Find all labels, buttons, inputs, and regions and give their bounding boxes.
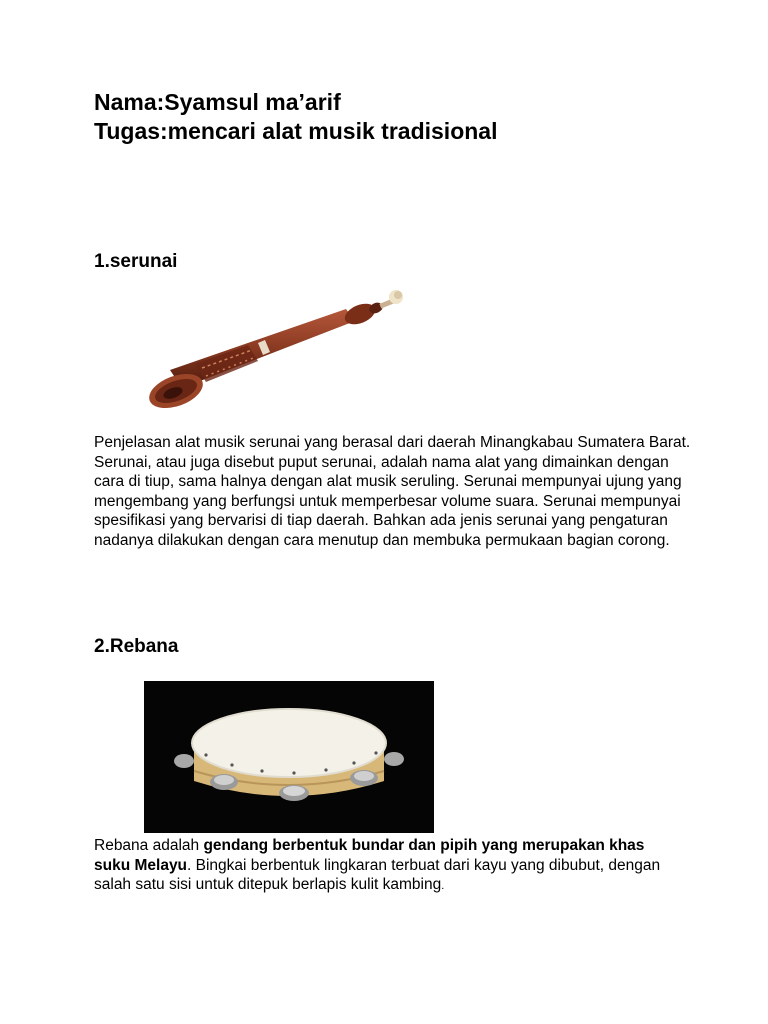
task-line: Tugas:mencari alat musik tradisional [94,118,498,144]
rebana-text-period: . [441,880,445,893]
section-heading-serunai: 1.serunai [94,251,178,272]
serunai-image [140,284,420,419]
rebana-text-intro: Rebana adalah [94,837,204,854]
section-heading-rebana: 2.Rebana [94,636,179,657]
rebana-paragraph [94,836,664,897]
serunai-paragraph: Penjelasan alat musik serunai yang berasal dari daerah Minangkabau Sumatera Barat. Serunai, atau juga disebut puput serunai, adalah nama alat yang dimainkan dengan cara di tiup, sama halnya dengan alat musik seruling. Serunai mempunyai ujung yang mengembang yang berfungsi untuk memperbesar volume suara. Serunai mempunyai spesifikasi yang bervarisi di tiap daerah. Bahkan ada jenis serunai yang pengaturan nadanya dilakukan dengan cara menutup dan membuka permukaan bagian corong. [94,434,691,549]
rebana-text-body: . Bingkai berbentuk lingkaran terbuat dari kayu yang dibubut, dengan salah satu sisi untuk ditepuk berlapis kulit kambing [94,856,661,894]
rebana-image [144,681,434,833]
rebana-text-bold: gendang berbentuk bundar dan pipih yang merupakan khas suku Melayu [94,837,645,874]
name-line: Nama:Syamsul ma’arif [94,89,341,115]
